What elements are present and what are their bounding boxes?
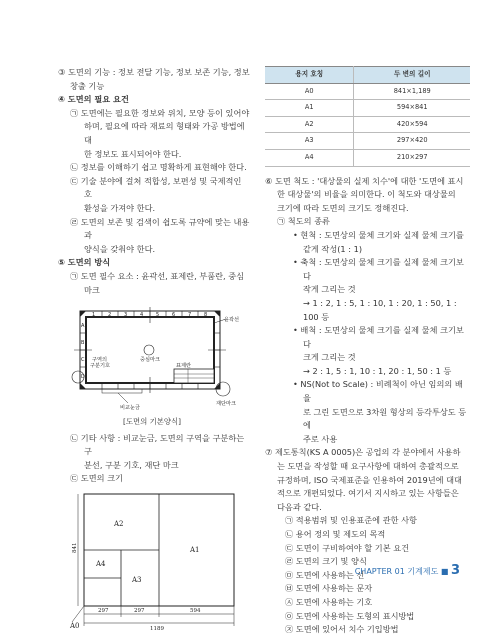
list-item: ㉢ 도면이 구비하여야 할 기본 요건: [285, 542, 410, 553]
zone-num-4: 4: [140, 312, 144, 319]
chapter-label: CHAPTER 01 기계제도 ■: [354, 567, 449, 576]
label-scale: 비교눈금: [120, 405, 141, 412]
table-cell: A0: [265, 83, 354, 100]
comparison-scale: [102, 389, 142, 393]
format-2-cont: 분선, 구분 기호, 재단 마크: [84, 459, 179, 470]
list-item: ㉣ 도면의 크기 및 양식: [285, 556, 367, 567]
table-cell: 210×297: [354, 149, 470, 166]
req-1-cont2: 한 정보도 표시되어야 한다.: [84, 148, 182, 159]
general-rules-cont3: 적으로 개편되었다. 여기서 지시하고 있는 사항들은: [277, 488, 459, 499]
para-function-cont: 창출 기능: [70, 80, 105, 91]
table-row: [265, 100, 470, 117]
list-item: ㉦ 도면에 사용하는 기호: [285, 596, 373, 607]
para-function: ③ 도면의 기능 : 정보 전달 기능, 정보 보존 기능, 정보: [58, 67, 250, 77]
heading-requirements: ④ 도면의 필요 요건: [58, 94, 129, 105]
label-outline: 윤곽선: [224, 317, 240, 324]
zone-num-6: 6: [172, 312, 176, 319]
label-a3: A3: [132, 576, 142, 585]
paper-size-table: [265, 66, 470, 167]
zone-letter-c: C: [81, 357, 85, 364]
zone-letter-b: B: [81, 340, 85, 347]
format-3: ㉢ 도면의 크기: [70, 473, 123, 484]
figure-paper-sizes: [58, 490, 248, 638]
dim-841: 841: [72, 542, 78, 554]
table-cell: 594×841: [354, 100, 470, 117]
list-item: ㉤ 도면에 사용하는 선: [285, 569, 365, 580]
req-2: ㉡ 정보를 이해하기 쉽고 명확하게 표현해야 한다.: [70, 162, 247, 173]
dim-297-b: 297: [134, 608, 145, 615]
label-a2: A2: [114, 520, 124, 529]
scale-def-cont: 한 대상물'의 비율을 의미한다. 이 척도와 대상물의: [277, 189, 456, 200]
label-a4: A4: [96, 560, 106, 569]
zone-num-8: 8: [204, 312, 208, 319]
figure-basic-format: [58, 303, 246, 415]
scale-reduce-cont: 작게 그리는 것: [303, 284, 356, 295]
center-mark-callout: [144, 345, 154, 355]
table-cell: A2: [265, 116, 354, 133]
table-row: [265, 83, 470, 100]
req-4: ㉣ 도면의 보존 및 검색이 쉽도록 규약에 맞는 내용과: [70, 216, 250, 241]
list-item: ㉧ 도면에 사용하는 도형의 표시방법: [285, 610, 415, 621]
general-rules-cont4: 다음과 같다.: [277, 501, 322, 512]
list-item: ㉡ 용어 정의 및 제도의 목적: [285, 529, 386, 539]
req-4-cont: 양식을 갖춰야 한다.: [84, 243, 156, 254]
left-column: [58, 66, 250, 638]
general-rules: ⑦ 제도통칙(KS A 0005)은 공업의 각 분야에서 사용하: [265, 447, 461, 458]
format-1: ㉠ 도면 필수 요소 : 윤곽선, 표제란, 부품란, 중심: [70, 270, 245, 281]
scale-enlarge-examples: → 2 : 1, 5 : 1, 10 : 1, 20 : 1, 50 : 1 등: [303, 365, 452, 376]
label-zone: 구역의: [92, 357, 108, 364]
zone-letter-a: A: [81, 323, 85, 330]
zone-num-7: 7: [188, 312, 192, 319]
heading-format: ⑤ 도면의 방식: [58, 257, 111, 268]
general-rules-cont1: 는 도면을 작성할 때 요구사항에 대하여 총괄적으로: [277, 461, 459, 472]
req-1-cont: 하며, 필요에 따라 재료의 형태와 가공 방법에 대: [84, 121, 245, 145]
label-zone-2: 구분기호: [90, 363, 111, 370]
req-3-cont: 환성을 가져야 한다.: [84, 202, 156, 213]
general-rules-cont2: 규정하며, ISO 국제표준을 인용하여 2019년에 대대: [277, 474, 462, 485]
table-header: 용지 호칭: [265, 67, 354, 84]
zone-letter-d: D: [81, 374, 85, 381]
scale-ns-cont2: 주로 사용: [303, 433, 338, 444]
scale-ns-cont: 로 그린 도면으로 3차원 형상의 등각투상도 등에: [303, 406, 467, 431]
table-row: [265, 133, 470, 150]
table-cell: A1: [265, 100, 354, 117]
table-row: [265, 149, 470, 166]
list-item: ㉠ 적용범위 및 인용표준에 관한 사항: [285, 515, 417, 526]
figure-caption-basic: [도면의 기본양식]: [122, 417, 182, 427]
right-column: [265, 66, 470, 637]
table-cell: A3: [265, 133, 354, 150]
table-header-row: [265, 67, 470, 84]
req-1: ㉠ 도면에는 필요한 정보와 위치, 모양 등이 있어야: [70, 107, 250, 118]
label-title: 표제란: [176, 363, 192, 370]
table-cell: 297×420: [354, 133, 470, 150]
scale-enlarge-cont: 크게 그리는 것: [303, 352, 356, 363]
req-3: ㉢ 기술 분야에 걸쳐 적합성, 보편성 및 국제적인 호: [70, 175, 242, 200]
scale-ns: • NS(Not to Scale) : 비례척이 아닌 임의의 배율: [293, 379, 463, 404]
label-center: 중심마크: [140, 357, 161, 364]
table-cell: 841×1,189: [354, 83, 470, 100]
table-row: [265, 116, 470, 133]
paper-sizes-diagram: [58, 490, 248, 638]
scale-def: ⑥ 도면 척도 : '대상물의 실제 치수'에 대한 '도면에 표시: [265, 175, 464, 186]
scale-full-cont: 같게 작성(1 : 1): [303, 243, 363, 254]
page-footer: [355, 563, 460, 578]
format-1-cont: 마크: [84, 284, 100, 295]
label-cut: 재단마크: [216, 401, 237, 408]
format-2: ㉡ 기타 사항 : 비교눈금, 도면의 구역을 구분하는 구: [70, 432, 245, 457]
zone-num-1: 1: [92, 312, 96, 319]
dim-594: 594: [190, 608, 201, 615]
zone-num-2: 2: [108, 312, 112, 319]
scale-reduce: • 축척 : 도면상의 물체 크기를 실제 물체 크기보다: [293, 257, 464, 281]
zone-num-3: 3: [124, 312, 128, 319]
table-header: 두 변의 길이: [354, 67, 470, 84]
dim-297-a: 297: [98, 608, 109, 615]
zone-num-5: 5: [156, 312, 160, 319]
scale-types: ㉠ 척도의 종류: [277, 216, 330, 227]
label-a1: A1: [190, 546, 200, 555]
dim-1189: 1189: [150, 626, 164, 633]
list-item: ㉥ 도면에 사용하는 문자: [285, 583, 373, 594]
title-block: [174, 369, 214, 383]
list-item: ㉨ 도면에 있어서 치수 기입방법: [285, 624, 399, 635]
scale-full: • 현척 : 도면상의 물체 크기와 실제 물체 크기를: [293, 229, 464, 240]
page-number: 3: [450, 563, 460, 578]
table-cell: 420×594: [354, 116, 470, 133]
scale-enlarge: • 배척 : 도면상의 물체 크기를 실제 물체 크기보다: [293, 325, 464, 349]
table-cell: A4: [265, 149, 354, 166]
label-a0: A0: [70, 622, 80, 631]
scale-def-cont2: 크기에 따라 도면의 크기도 정해진다.: [277, 202, 409, 213]
basic-format-diagram: [58, 303, 246, 415]
scale-reduce-examples: → 1 : 2, 1 : 5, 1 : 10, 1 : 20, 1 : 50, 1 : 100 등: [303, 297, 457, 322]
